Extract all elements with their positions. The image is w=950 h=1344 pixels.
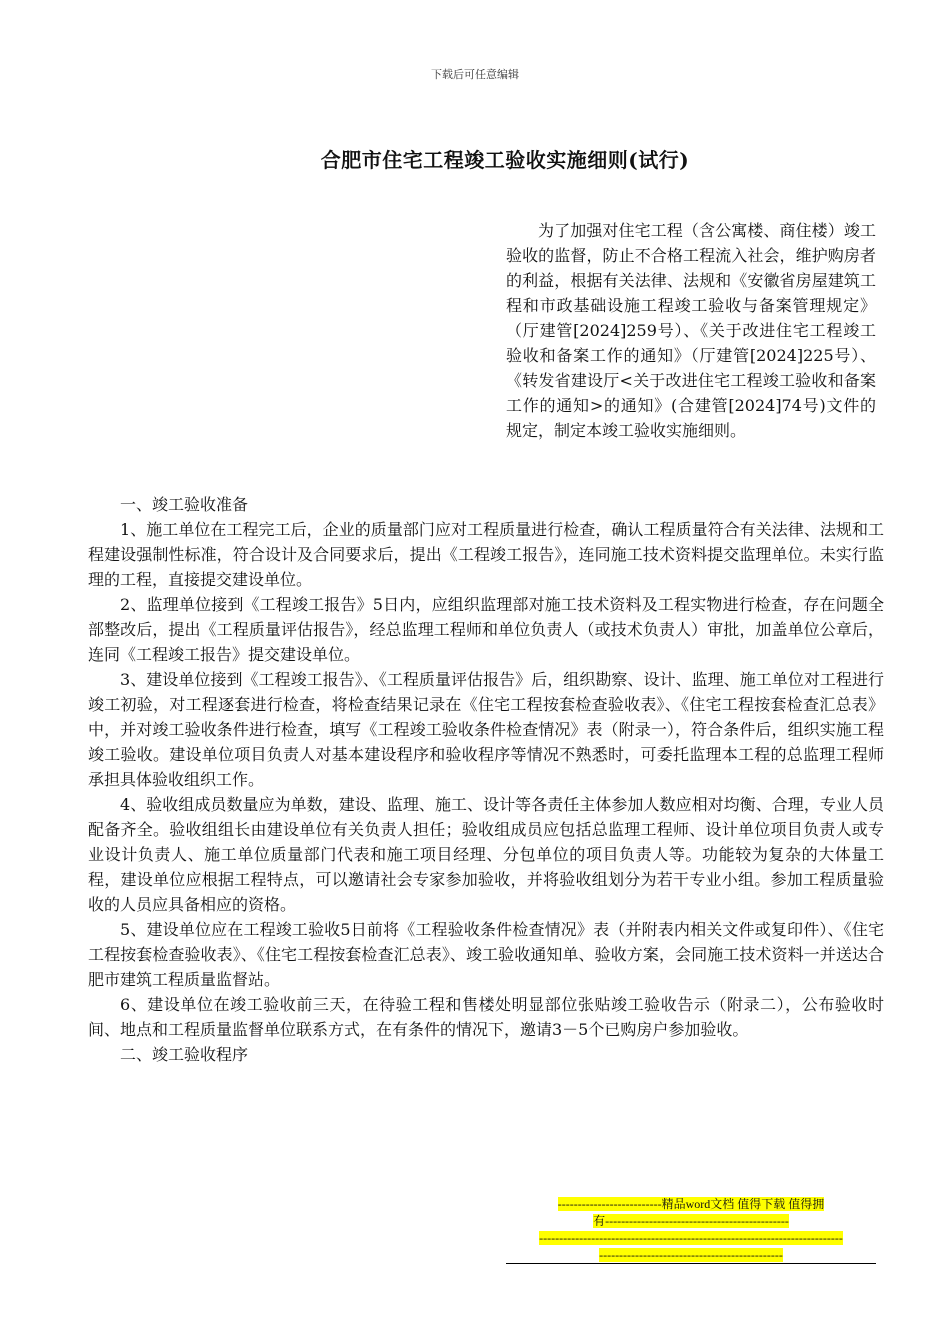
- paragraph-item-5: 5、建设单位应在工程竣工验收5日前将《工程验收条件检查情况》表（并附表内相关文件或复印件）、《住宅工程按套检查验收表》、《住宅工程按套检查汇总表》、竣工验收通知单、验收方案，会同施工技术资料一并送达合肥市建筑工程质量监督站。: [88, 920, 884, 989]
- preamble-block: [506, 218, 876, 443]
- header-note: 下载后可任意编辑: [431, 68, 519, 81]
- paragraph-item-1: 1、施工单位在工程完工后，企业的质量部门应对工程质量进行检查，确认工程质量符合有关法律、法规和工程建设强制性标准，符合设计及合同要求后，提出《工程竣工报告》，连同施工技术资料提交监理单位。未实行监理的工程，直接提交建设单位。: [88, 520, 884, 589]
- footer-watermark: [506, 1196, 876, 1264]
- paragraph-item-6: 6、建设单位在竣工验收前三天，在待验工程和售楼处明显部位张贴竣工验收告示（附录二），公布验收时间、地点和工程质量监督单位联系方式，在有条件的情况下，邀请3－5个已购房户参加验收。: [88, 995, 884, 1039]
- document-title: 合肥市住宅工程竣工验收实施细则(试行): [320, 148, 690, 172]
- footer-line-1: --------------------------精品word文档 值得下载 值得拥: [557, 1197, 825, 1211]
- footer-line-3: ----------------------------------------------------------------------------: [539, 1231, 843, 1245]
- section-heading-procedure: 二、竣工验收程序: [120, 1045, 249, 1064]
- body-text: [88, 492, 884, 1067]
- footer-divider: [506, 1263, 876, 1264]
- paragraph-item-3: 3、建设单位接到《工程竣工报告》、《工程质量评估报告》后，组织勘察、设计、监理、施工单位对工程进行竣工初验，对工程逐套进行检查，将检查结果记录在《住宅工程按套检查验收表》、《住宅工程按套检查汇总表》中，并对竣工验收条件进行检查，填写《工程竣工验收条件检查情况》表（附录一），符合条件后，组织实施工程竣工验收。建设单位项目负责人对基本建设程序和验收程序等情况不熟悉时，可委托监理本工程的总监理工程师承担具体验收组织工作。: [88, 670, 884, 789]
- paragraph-item-2: 2、监理单位接到《工程竣工报告》5日内，应组织监理部对施工技术资料及工程实物进行检查，存在问题全部整改后，提出《工程质量评估报告》，经总监理工程师和单位负责人（或技术负责人）审批，加盖单位公章后，连同《工程竣工报告》提交建设单位。: [88, 595, 884, 664]
- paragraph-item-4: 4、验收组成员数量应为单数，建设、监理、施工、设计等各责任主体参加人数应相对均衡、合理，专业人员配备齐全。验收组组长由建设单位有关负责人担任；验收组成员应包括总监理工程师、设计单位项目负责人或专业设计负责人、施工单位质量部门代表和施工项目经理、分包单位的项目负责人等。功能较为复杂的大体量工程，建设单位应根据工程特点，可以邀请社会专家参加验收，并将验收组划分为若干专业小组。参加工程质量验收的人员应具备相应的资格。: [88, 795, 884, 914]
- footer-line-2: 有----------------------------------------------: [593, 1214, 789, 1228]
- section-heading-preparation: 一、竣工验收准备: [120, 495, 249, 514]
- footer-line-4: ----------------------------------------------: [599, 1248, 783, 1262]
- preamble-paragraph: 为了加强对住宅工程（含公寓楼、商住楼）竣工验收的监督，防止不合格工程流入社会，维护购房者的利益，根据有关法律、法规和《安徽省房屋建筑工程和市政基础设施工程竣工验收与备案管理规定》（厅建管[2024]259号）、《关于改进住宅工程竣工验收和备案工作的通知》（厅建管[2024]225号）、《转发省建设厅<关于改进住宅工程竣工验收和备案工作的通知>的通知》(合建管[2024]74号)文件的规定，制定本竣工验收实施细则。: [506, 221, 876, 440]
